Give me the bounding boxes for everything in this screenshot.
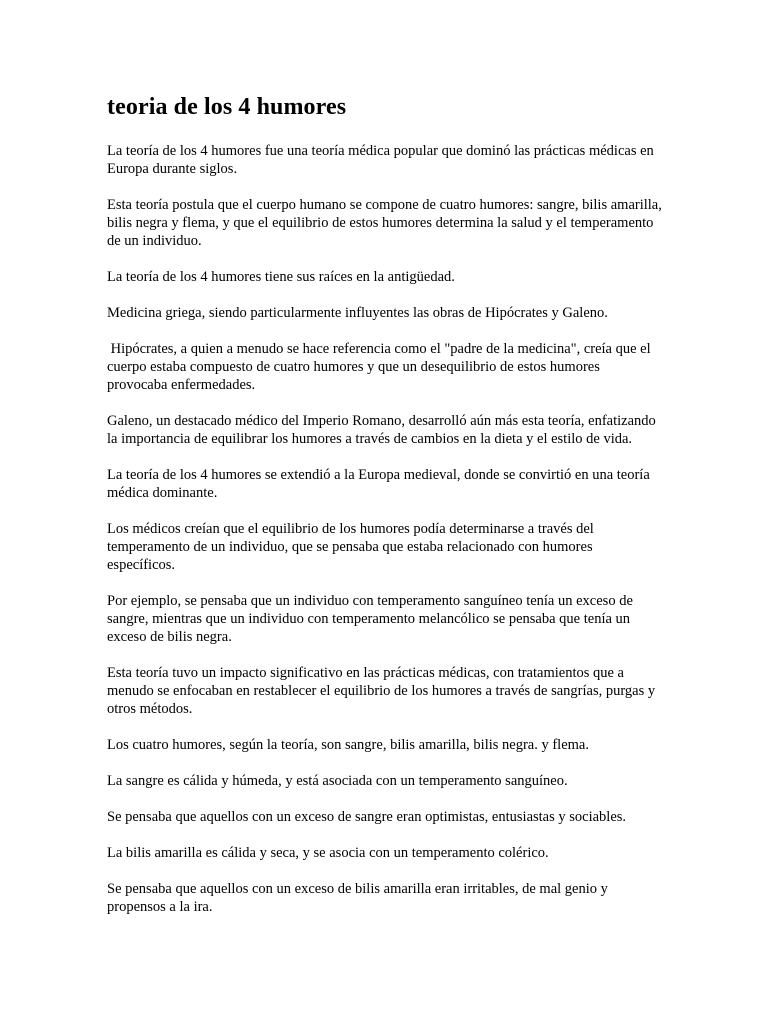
paragraph: La teoría de los 4 humores se extendió a la Europa medieval, donde se convirtió en una teoría médica dominante. — [107, 467, 654, 501]
paragraph: La bilis amarilla es cálida y seca, y se asocia con un temperamento colérico. — [107, 845, 549, 861]
paragraph: Esta teoría tuvo un impacto significativo en las prácticas médicas, con tratamientos que a menudo se enfocaban en restablecer el equilibrio de los humores a través de sangrías, purgas y otros métodos. — [107, 665, 659, 717]
document-page — [107, 92, 666, 934]
paragraph: La teoría de los 4 humores fue una teoría médica popular que dominó las prácticas médicas en Europa durante siglos. — [107, 143, 658, 177]
paragraph: Por ejemplo, se pensaba que un individuo con temperamento sanguíneo tenía un exceso de sangre, mientras que un individuo con temperamento melancólico se pensaba que tenía un exceso de bilis negra. — [107, 593, 637, 645]
paragraph: Hipócrates, a quien a menudo se hace referencia como el "padre de la medicina", creía que el cuerpo estaba compuesto de cuatro humores y que un desequilibrio de estos humores provocaba enfermedades. — [107, 341, 655, 393]
paragraph: Galeno, un destacado médico del Imperio Romano, desarrolló aún más esta teoría, enfatizando la importancia de equilibrar los humores a través de cambios en la dieta y el estilo de vida. — [107, 413, 660, 447]
paragraph: Los cuatro humores, según la teoría, son sangre, bilis amarilla, bilis negra. y flema. — [107, 737, 589, 753]
paragraph: Esta teoría postula que el cuerpo humano se compone de cuatro humores: sangre, bilis amarilla, bilis negra y flema, y que el equilibrio de estos humores determina la salud y el temperamento de un individuo. — [107, 197, 666, 249]
paragraph: La teoría de los 4 humores tiene sus raíces en la antigüedad. — [107, 269, 455, 285]
paragraph: Se pensaba que aquellos con un exceso de sangre eran optimistas, entusiastas y sociables. — [107, 809, 627, 825]
paragraph: Medicina griega, siendo particularmente influyentes las obras de Hipócrates y Galeno. — [107, 305, 608, 321]
paragraph: Los médicos creían que el equilibrio de los humores podía determinarse a través del temperamento de un individuo, que se pensaba que estaba relacionado con humores específicos. — [107, 521, 598, 573]
paragraph: Se pensaba que aquellos con un exceso de bilis amarilla eran irritables, de mal genio y propensos a la ira. — [107, 881, 612, 915]
page-title: teoria de los 4 humores — [107, 94, 347, 120]
paragraph: La sangre es cálida y húmeda, y está asociada con un temperamento sanguíneo. — [107, 773, 568, 789]
